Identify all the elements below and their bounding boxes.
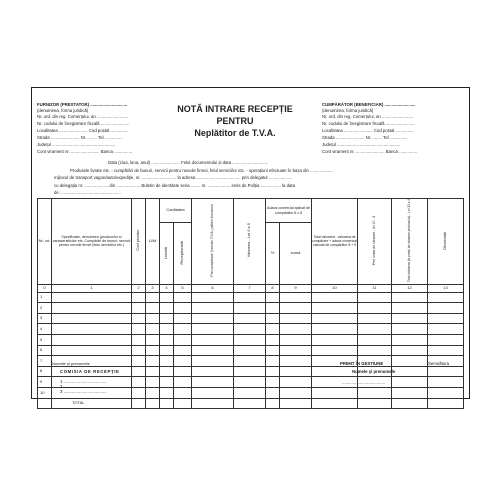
table-cell[interactable] <box>160 324 174 335</box>
column-number: 11 <box>358 284 392 292</box>
table-cell[interactable] <box>234 356 266 367</box>
table-row <box>38 324 464 335</box>
table-cell[interactable] <box>160 335 174 346</box>
table-cell[interactable] <box>428 292 464 303</box>
row-number: 9 <box>38 377 52 388</box>
table-cell[interactable] <box>358 388 392 399</box>
buyer-line: Nr. ord. din reg. Comerțului, an .......................... <box>322 114 413 119</box>
table-cell[interactable] <box>234 324 266 335</box>
table-cell[interactable] <box>392 335 428 346</box>
table-cell[interactable] <box>280 324 312 335</box>
table-cell[interactable] <box>132 324 146 335</box>
table-cell[interactable] <box>234 388 266 399</box>
table-cell[interactable] <box>266 335 280 346</box>
buyer-line: Strada ........................ Nr. ........ Tel. .............. <box>322 135 408 140</box>
table-cell[interactable] <box>146 366 160 377</box>
supplier-line: Cont virament nr. ........................ Banca ............... <box>37 149 133 154</box>
table-cell[interactable] <box>146 292 160 303</box>
items-table <box>37 198 464 409</box>
table-cell[interactable] <box>146 377 160 388</box>
table-cell[interactable] <box>392 388 428 399</box>
buyer-title: CUMPĂRĂTOR (BENEFICIAR) .......................... <box>322 102 416 107</box>
table-cell[interactable] <box>132 356 146 367</box>
table-cell[interactable] <box>428 303 464 314</box>
table-cell[interactable] <box>358 303 392 314</box>
table-cell[interactable] <box>392 356 428 367</box>
column-number: 3 <box>146 284 160 292</box>
table-cell[interactable] <box>428 313 464 324</box>
table-cell[interactable] <box>174 313 192 324</box>
table-cell[interactable] <box>192 313 234 324</box>
table-cell[interactable] <box>174 345 192 356</box>
header-delivered: Livrată <box>160 223 174 285</box>
table-cell[interactable] <box>266 345 280 356</box>
table-cell[interactable] <box>52 345 132 356</box>
row-number: 5 <box>38 335 52 346</box>
header-total-value: Total valoarea - valoarea de cumpărare + adaos comercial calculat de cumpărător 8 + 9 <box>312 199 358 285</box>
table-cell[interactable] <box>160 377 174 388</box>
signature-line-3: 3 .................................... <box>60 389 107 394</box>
table-cell[interactable] <box>280 356 312 367</box>
table-cell[interactable] <box>234 366 266 377</box>
table-cell[interactable] <box>392 292 428 303</box>
table-cell[interactable] <box>280 313 312 324</box>
table-cell[interactable] <box>392 366 428 377</box>
buyer-line: Nr. codului de înregistrare fiscală ........................ <box>322 121 415 126</box>
column-number: 7 <box>234 284 266 292</box>
form-subtitle: Neplătitor de T.V.A. <box>194 128 276 138</box>
total-row <box>38 398 464 409</box>
table-cell[interactable] <box>312 324 358 335</box>
table-cell[interactable] <box>52 292 132 303</box>
column-number-row <box>38 284 464 292</box>
table-cell[interactable] <box>392 313 428 324</box>
column-number: 12 <box>392 284 428 292</box>
table-cell[interactable] <box>312 292 358 303</box>
header-code: Cod produs <box>132 199 146 285</box>
column-number: 2 <box>132 284 146 292</box>
table-cell[interactable] <box>132 292 146 303</box>
table-cell[interactable] <box>192 303 234 314</box>
signature-line-2: 2 .................................... <box>60 384 107 389</box>
header-markup: Adaos comercial aplicat de cumpărător 6 x 8 <box>266 199 312 223</box>
buyer-line: Județul ..................................................... <box>322 142 401 147</box>
table-cell[interactable] <box>192 366 234 377</box>
table-cell[interactable] <box>192 292 234 303</box>
supplier-line: Localitatea ........................ Cod poștal ............... <box>37 128 129 133</box>
table-cell[interactable] <box>132 377 146 388</box>
row-number: 10 <box>38 388 52 399</box>
table-cell[interactable] <box>52 313 132 324</box>
commission-title: COMISIA DE RECEPȚIE <box>60 369 120 374</box>
table-cell[interactable] <box>146 303 160 314</box>
table-cell[interactable] <box>174 388 192 399</box>
table-cell[interactable] <box>160 292 174 303</box>
transport-line: mijlocul de transport vagon/auto/expediție, nr. ............................. la adresa ..................................... prin delegatul .................... <box>54 175 293 180</box>
header-sum: suma <box>280 223 312 285</box>
received-signature-line: .................................... <box>342 380 385 385</box>
table-row <box>38 292 464 303</box>
table-cell[interactable] <box>266 388 280 399</box>
column-number: 4 <box>160 284 174 292</box>
buyer-line: Cont virament nr. ........................ Banca ............... <box>322 149 418 154</box>
supplier-title: FURNIZOR (PRESTATOR) ............................... <box>37 102 128 107</box>
column-number: 5 <box>174 284 192 292</box>
table-cell[interactable] <box>312 366 358 377</box>
table-cell[interactable] <box>174 335 192 346</box>
header-purchase-price: Preț cumpărare (inclusiv T.V.A.) pătitor furnizorul <box>192 199 234 285</box>
delegation-line: cu delegația nr. .................... din .................... Buletin de identitate seria ........ nr. ................... emis de Poliția ................. la data <box>54 183 295 188</box>
names-label-2: Numele și prenumele <box>352 369 396 374</box>
header-observations: Observații <box>428 199 464 285</box>
table-cell[interactable] <box>192 388 234 399</box>
date-line: de ................................................... <box>54 190 121 195</box>
table-cell[interactable] <box>192 335 234 346</box>
table-cell[interactable] <box>192 345 234 356</box>
table-cell[interactable] <box>174 356 192 367</box>
table-cell[interactable] <box>358 335 392 346</box>
table-cell[interactable] <box>160 388 174 399</box>
table-cell[interactable] <box>280 335 312 346</box>
row-number: 3 <box>38 313 52 324</box>
column-number: 8 <box>266 284 280 292</box>
header-unit-price: Preț unitar de vânzare - lei 10 : 4 <box>358 199 392 285</box>
table-cell[interactable] <box>52 335 132 346</box>
table-cell[interactable] <box>146 313 160 324</box>
row-number: 6 <box>38 345 52 356</box>
table-cell[interactable] <box>266 366 280 377</box>
form-title: NOTĂ INTRARE RECEPȚIE <box>177 104 293 114</box>
table-cell[interactable] <box>234 335 266 346</box>
received-in-stock-label: PRIMIT ÎN GESTIUNE <box>340 361 384 366</box>
table-cell[interactable] <box>146 356 160 367</box>
table-cell[interactable] <box>52 324 132 335</box>
table-cell[interactable] <box>52 303 132 314</box>
table-cell[interactable] <box>280 292 312 303</box>
table-cell[interactable] <box>392 303 428 314</box>
table-cell[interactable] <box>266 377 280 388</box>
table-cell[interactable] <box>266 303 280 314</box>
signature-line-1: 1 .................................... <box>60 379 107 384</box>
table-cell[interactable] <box>132 366 146 377</box>
table-row <box>38 335 464 346</box>
signature-label: Semnătura <box>428 361 450 366</box>
table-cell[interactable] <box>280 303 312 314</box>
table-cell[interactable] <box>174 303 192 314</box>
header-value: Valoarea - Lei 6 x 5 <box>234 199 266 285</box>
header-nr: Nr. crt. <box>38 199 52 285</box>
row-number: 1 <box>38 292 52 303</box>
table-cell[interactable] <box>132 303 146 314</box>
table-cell[interactable] <box>174 292 192 303</box>
table-cell[interactable] <box>280 377 312 388</box>
table-cell[interactable] <box>266 313 280 324</box>
column-number: 10 <box>312 284 358 292</box>
table-cell[interactable] <box>312 303 358 314</box>
table-cell[interactable] <box>428 345 464 356</box>
table-cell[interactable] <box>266 324 280 335</box>
table-cell[interactable] <box>392 324 428 335</box>
table-cell[interactable] <box>312 313 358 324</box>
table-cell[interactable] <box>280 345 312 356</box>
supplier-line: (denumirea, forma juridică) <box>37 108 89 113</box>
table-cell[interactable] <box>146 335 160 346</box>
table-cell[interactable] <box>428 324 464 335</box>
table-row <box>38 313 464 324</box>
total-label: TOTAL <box>52 398 132 409</box>
table-cell[interactable] <box>132 313 146 324</box>
table-cell[interactable] <box>280 366 312 377</box>
table-cell[interactable] <box>358 324 392 335</box>
column-number: 1 <box>52 284 132 292</box>
supplier-line: Județul ..................................................... <box>37 142 116 147</box>
header-um: U/M <box>146 199 160 285</box>
form-title: PENTRU <box>216 116 254 126</box>
column-number: 13 <box>428 284 464 292</box>
table-cell[interactable] <box>174 377 192 388</box>
column-number: 9 <box>280 284 312 292</box>
document-date-line: Data (ziua, luna, anul) ........................ Felul documentului și data .............................. <box>108 160 269 165</box>
table-cell[interactable] <box>234 292 266 303</box>
table-cell[interactable] <box>392 345 428 356</box>
table-cell[interactable] <box>160 303 174 314</box>
row-number: 2 <box>38 303 52 314</box>
table-cell[interactable] <box>428 377 464 388</box>
supplier-line: Nr. codului de înregistrare fiscală ........................ <box>37 121 130 126</box>
row-number: 7 <box>38 356 52 367</box>
table-cell[interactable] <box>146 345 160 356</box>
table-cell[interactable] <box>132 335 146 346</box>
table-cell[interactable] <box>266 356 280 367</box>
table-cell[interactable] <box>234 313 266 324</box>
table-cell[interactable] <box>160 356 174 367</box>
names-label: Numele și prenumele <box>52 361 90 366</box>
table-cell[interactable] <box>358 292 392 303</box>
header-total-sale: Total valoarea (la prețul de vânzare produsului) - Lei 12 x 4 <box>392 199 428 285</box>
table-cell[interactable] <box>160 313 174 324</box>
column-number: 6 <box>192 284 234 292</box>
table-cell[interactable] <box>192 324 234 335</box>
row-number: 8 <box>38 366 52 377</box>
table-cell[interactable] <box>146 324 160 335</box>
table-cell[interactable] <box>132 345 146 356</box>
table-cell[interactable] <box>234 345 266 356</box>
table-cell[interactable] <box>146 388 160 399</box>
table-cell[interactable] <box>234 303 266 314</box>
table-cell[interactable] <box>174 324 192 335</box>
table-cell[interactable] <box>160 366 174 377</box>
table-cell[interactable] <box>234 377 266 388</box>
table-cell[interactable] <box>192 377 234 388</box>
column-number: 0 <box>38 284 52 292</box>
header-quantity: Cantitatea <box>160 199 192 223</box>
table-cell[interactable] <box>428 388 464 399</box>
table-cell[interactable] <box>428 366 464 377</box>
buyer-line: (denumirea, forma juridică) <box>322 108 374 113</box>
table-cell[interactable] <box>312 345 358 356</box>
table-cell[interactable] <box>266 292 280 303</box>
table-cell[interactable] <box>192 356 234 367</box>
header-specification: Specificație, denumirea (produselor și caracteristicilor etc. Cumpărări de bunuri, servicii pentru nevoile firmei (felul serviciilor etc.) <box>52 199 132 285</box>
table-cell[interactable] <box>358 345 392 356</box>
header-received: Recepționată <box>174 223 192 285</box>
table-cell[interactable] <box>160 345 174 356</box>
supplier-line: Nr. ord. din reg. Comerțului, an .......................... <box>37 114 128 119</box>
table-cell[interactable] <box>132 388 146 399</box>
table-cell[interactable] <box>312 388 358 399</box>
table-cell[interactable] <box>428 335 464 346</box>
table-cell[interactable] <box>392 377 428 388</box>
header-percent: % <box>266 223 280 285</box>
table-row <box>38 345 464 356</box>
table-cell[interactable] <box>280 388 312 399</box>
table-row <box>38 356 464 367</box>
table-row <box>38 303 464 314</box>
table-cell[interactable] <box>312 335 358 346</box>
supplier-line: Strada ........................ Nr. ........ Tel. .............. <box>37 135 123 140</box>
table-cell[interactable] <box>174 366 192 377</box>
row-number: 4 <box>38 324 52 335</box>
delivery-line: Produsele livrate etc. - cumpărări de bunuri, servicii pentru nevoile firmei, felul serviciilor etc. - operațiuni efectuate în baza din ................... <box>70 168 333 173</box>
buyer-line: Localitatea ........................ Cod poștal ............... <box>322 128 414 133</box>
table-cell[interactable] <box>358 313 392 324</box>
